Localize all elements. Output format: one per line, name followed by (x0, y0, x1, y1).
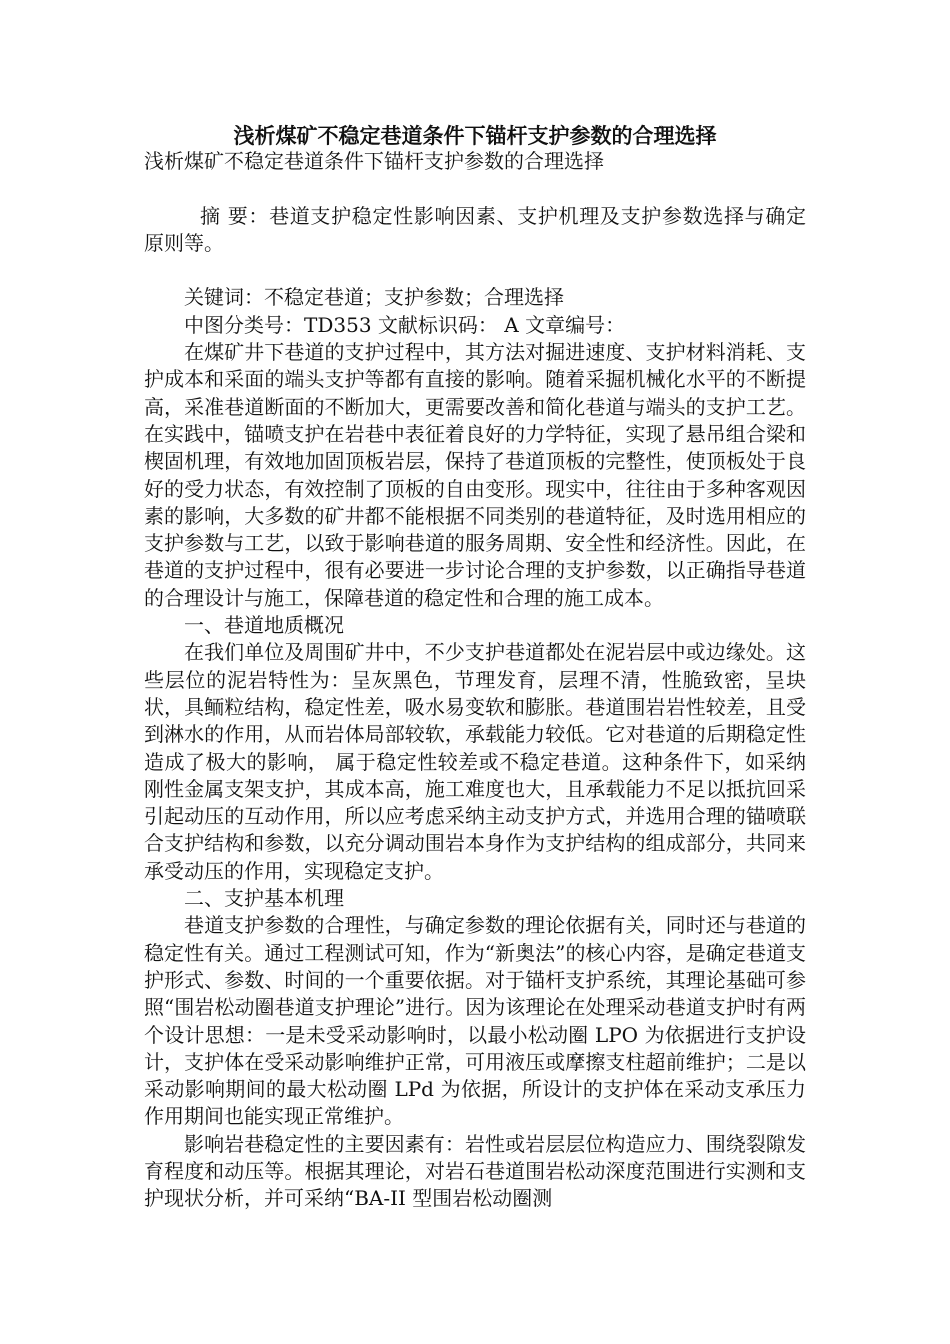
abstract-text: 巷道支护稳定性影响因素、支护机理及支护参数选择与确定原则等。 (144, 203, 807, 255)
document-body (144, 148, 806, 1213)
keywords: 关键词：不稳定巷道；支护参数；合理选择 (184, 285, 564, 310)
abstract-label: 摘 要： (200, 203, 270, 228)
classification-line: 中图分类号：TD353 文献标识码： A 文章编号： (184, 312, 626, 337)
intro-paragraph: 在煤矿井下巷道的支护过程中，其方法对掘进速度、支护材料消耗、支护成本和采面的端头支护等都有直接的影响。随着采掘机械化水平的不断提高，采准巷道断面的不断加大，更需要改善和简化巷道与端头的支护工艺。在实践中，锚喷支护在岩巷中表征着良好的力学特征，实现了悬吊组合梁和楔固机理，有效地加固顶板岩层，保持了巷道顶板的完整性，使顶板处于良好的受力状态，有效控制了顶板的自由变形。现实中，往往由于多种客观因素的影响，大多数的矿井都不能根据不同类别的巷道特征，及时选用相应的支护参数与工艺，以致于影响巷道的服务周期、安全性和经济性。因此，在巷道的支护过程中，很有必要进一步讨论合理的支护参数，以正确指导巷道的合理设计与施工，保障巷道的稳定性和合理的施工成本。 (144, 340, 806, 610)
section-heading-mechanism: 二、支护基本机理 (184, 886, 344, 911)
document-subtitle: 浅析煤矿不稳定巷道条件下锚杆支护参数的合理选择 (144, 149, 604, 173)
stability-paragraph: 影响岩巷稳定性的主要因素有：岩性或岩层层位构造应力、围绕裂隙发育程度和动压等。根据其理论，对岩石巷道围岩松动深度范围进行实测和支护现状分析，并可采纳“BA-II 型围岩松动圈测 (144, 1131, 806, 1211)
document-title: 浅析煤矿不稳定巷道条件下锚杆支护参数的合理选择 (233, 124, 717, 148)
mechanism-paragraph: 巷道支护参数的合理性，与确定参数的理论依据有关，同时还与巷道的稳定性有关。通过工程测试可知，作为“新奥法”的核心内容，是确定巷道支护形式、参数、时间的一个重要依据。对于锚杆支护系统，其理论基础可参照“围岩松动圈巷道支护理论”进行。因为该理论在处理采动巷道支护时有两个设计思想：一是未受采动影响时，以最小松动圈 LPO 为依据进行支护设计，支护体在受采动影响维护正常，可用液压或摩擦支柱超前维护；二是以采动影响期间的最大松动圈 LPd 为依据，所设计的支护体在采动支承压力作用期间也能实现正常维护。 (144, 913, 806, 1129)
blank-line (144, 257, 806, 284)
geology-paragraph: 在我们单位及周围矿井中，不少支护巷道都处在泥岩层中或边缘处。这些层位的泥岩特性为：呈灰黑色，节理发育，层理不清，性脆致密，呈块状，具鲕粒结构，稳定性差，吸水易变软和膨胀。巷道围岩岩性较差，且受到淋水的作用，从而岩体局部较软，承载能力较低。它对巷道的后期稳定性造成了极大的影响， 属于稳定性较差或不稳定巷道。这种条件下，如采纳刚性金属支架支护，其成本高，施工难度也大，且承载能力不足以抵抗回采引起动压的互动作用，所以应考虑采纳主动支护方式，并选用合理的锚喷联合支护结构和参数，以充分调动围岩本身作为支护结构的组成部分，共同来承受动压的作用，实现稳定支护。 (144, 640, 806, 883)
section-heading-geology: 一、巷道地质概况 (184, 613, 344, 638)
abstract (144, 203, 806, 258)
blank-line (144, 175, 806, 202)
